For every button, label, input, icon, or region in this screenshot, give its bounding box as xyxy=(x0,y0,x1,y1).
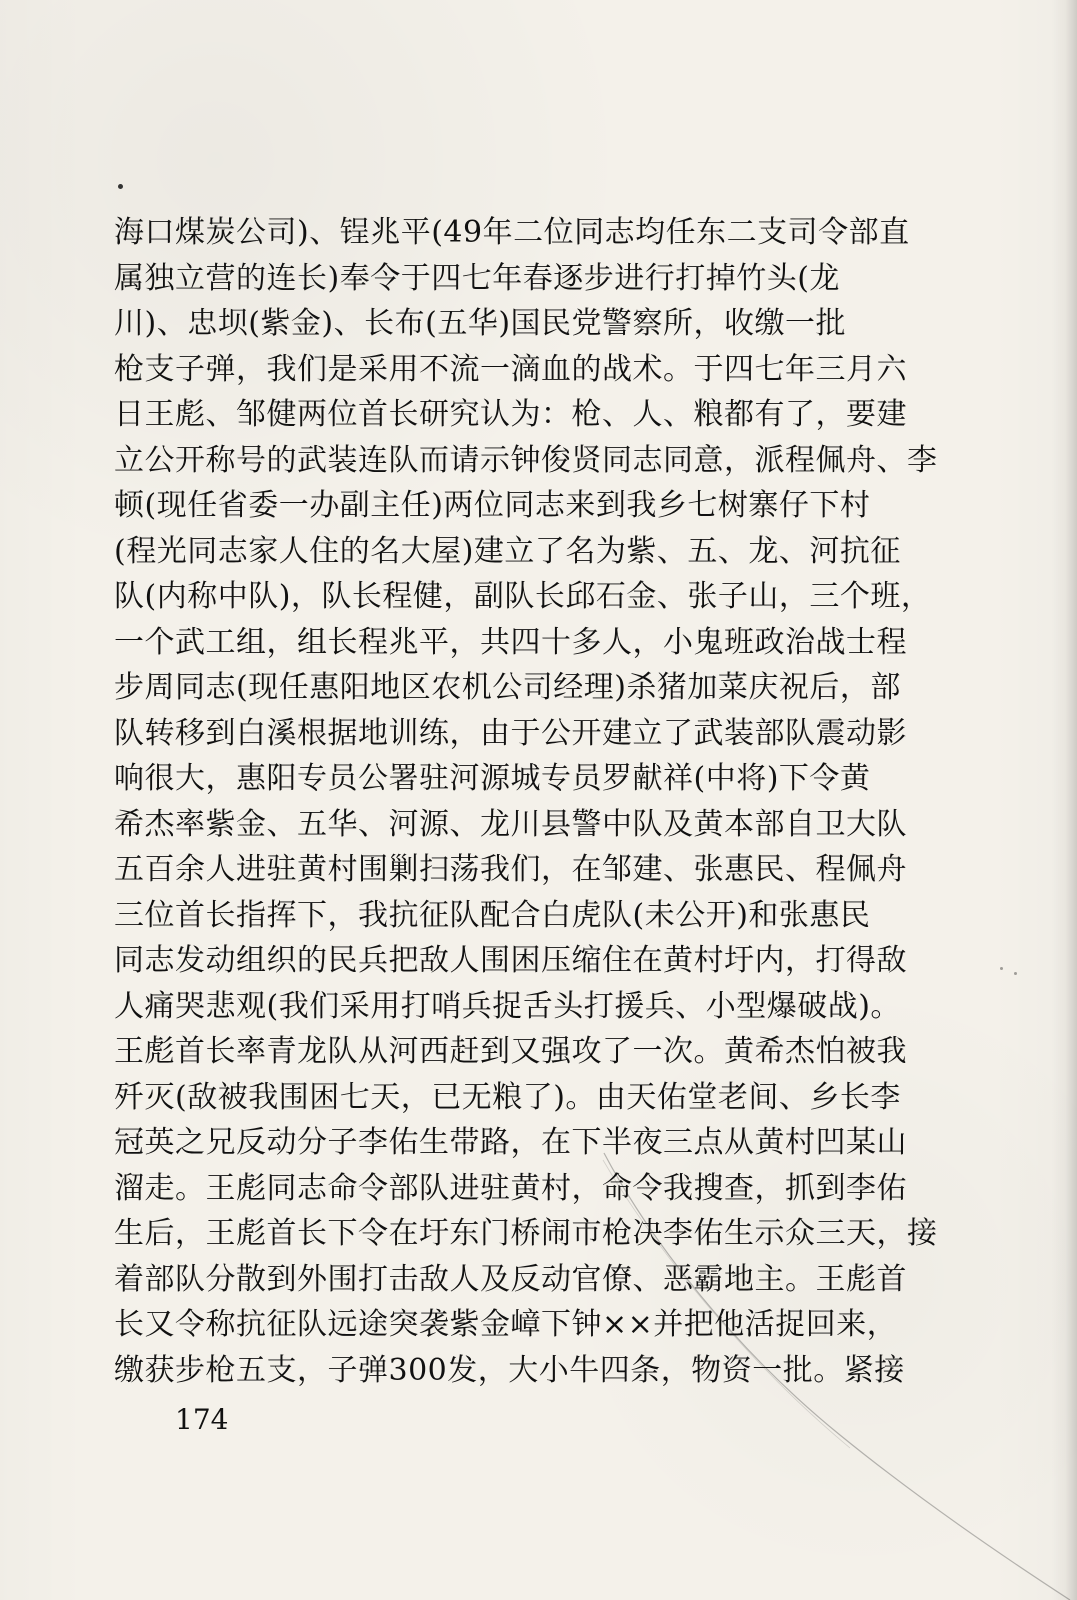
text-line: 五百余人进驻黄村围剿扫荡我们，在邹建、张惠民、程佩舟 xyxy=(114,852,907,887)
document-text xyxy=(114,210,946,1393)
text-line: 歼灭(敌被我围困七天，已无粮了)。由天佑堂老间、乡长李 xyxy=(114,1079,901,1115)
text-line: 日王彪、邹健两位首长研究认为：枪、人、粮都有了，要建 xyxy=(114,397,907,432)
text-line: 长又令称抗征队远途突袭紫金嶂下钟××并把他活捉回来， xyxy=(114,1307,898,1342)
text-line: (程光同志家人住的名大屋)建立了名为紫、五、龙、河抗征 xyxy=(114,533,901,569)
text-line: 同志发动组织的民兵把敌人围困压缩住在黄村圩内，打得敌 xyxy=(114,943,907,978)
text-line: 希杰率紫金、五华、河源、龙川县警中队及黄本部自卫大队 xyxy=(114,806,907,842)
text-line: 枪支子弹，我们是采用不流一滴血的战术。于四七年三月六 xyxy=(114,351,907,387)
text-line: 步周同志(现任惠阳地区农机公司经理)杀猪加菜庆祝后，部 xyxy=(114,670,901,705)
text-line: 顿(现任省委一办副主任)两位同志来到我乡七树寨仔下村 xyxy=(114,488,871,523)
text-line: 溜走。王彪同志命令部队进驻黄村，命令我搜查，抓到李佑 xyxy=(114,1170,907,1206)
text-line: 着部队分散到外围打击敌人及反动官僚、恶霸地主。王彪首 xyxy=(114,1261,907,1297)
text-line: 川)、忠坝(紫金)、长布(五华)国民党警察所，收缴一批 xyxy=(114,306,847,341)
text-line: 立公开称号的武装连队而请示钟俊贤同志同意，派程佩舟、李 xyxy=(114,442,938,478)
text-line: 三位首长指挥下，我抗征队配合白虎队(未公开)和张惠民 xyxy=(114,897,871,933)
page-number: 174 xyxy=(175,1403,229,1436)
text-line: 人痛哭悲观(我们采用打哨兵捉舌头打援兵、小型爆破战)。 xyxy=(114,988,901,1024)
text-line: 生后，王彪首长下令在圩东门桥闹市枪决李佑生示众三天，接 xyxy=(114,1216,938,1251)
text-line: 缴获步枪五支，子弹300发，大小牛四条，物资一批。紧接 xyxy=(114,1352,905,1388)
text-line: 冠英之兄反动分子李佑生带路，在下半夜三点从黄村凹某山 xyxy=(114,1125,907,1160)
text-line: 队(内称中队)，队长程健，副队长邱石金、张子山，三个班， xyxy=(114,579,932,614)
ink-mark xyxy=(118,184,123,189)
page-edge-shadow xyxy=(1051,0,1077,1600)
scan-dot xyxy=(1014,972,1017,975)
text-line: 属独立营的连长)奉令于四七年春逐步进行打掉竹头(龙 xyxy=(114,260,840,296)
text-line: 海口煤炭公司)、锃兆平(49年二位同志均任东二支司令部直 xyxy=(114,215,910,250)
text-line: 队转移到白溪根据地训练，由于公开建立了武装部队震动影 xyxy=(114,715,907,751)
text-line: 王彪首长率青龙队从河西赶到又强攻了一次。黄希杰怕被我 xyxy=(114,1034,907,1069)
scan-dot xyxy=(1000,967,1003,970)
text-line: 响很大，惠阳专员公署驻河源城专员罗献祥(中将)下令黄 xyxy=(114,761,871,796)
text-line: 一个武工组，组长程兆平，共四十多人，小鬼班政治战士程 xyxy=(114,624,907,660)
